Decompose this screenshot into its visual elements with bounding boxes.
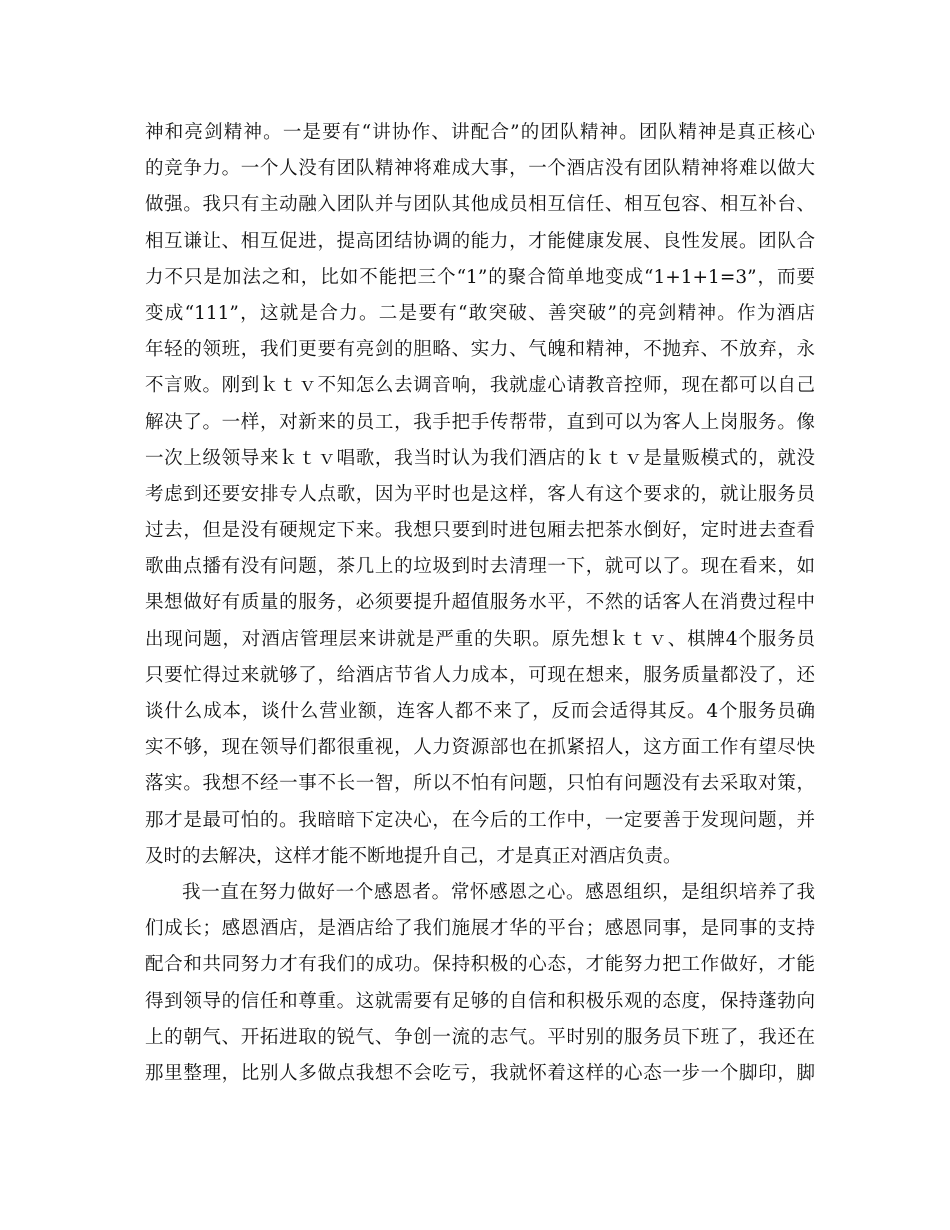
- text-line: 只要忙得过来就够了，给酒店节省人力成本，可现在想来，服务质量都没了，还: [145, 664, 815, 686]
- text-line: 不言败。刚到ｋｔｖ不知怎么去调音响，我就虚心请教音控师，现在都可以自己: [145, 375, 815, 397]
- text-line: 解决了。一样，对新来的员工，我手把手传帮带，直到可以为客人上岗服务。像: [145, 411, 815, 433]
- text-line: 谈什么成本，谈什么营业额，连客人都不来了，反而会适得其反。4个服务员确: [145, 701, 815, 722]
- text-line: 神和亮剑精神。一是要有“讲协作、讲配合”的团队精神。团队精神是真正核心: [145, 122, 815, 143]
- text-line: 考虑到还要安排专人点歌，因为平时也是这样，客人有这个要求的，就让服务员: [145, 483, 815, 505]
- text-line: 歌曲点播有没有问题，茶几上的垃圾到时去清理一下，就可以了。现在看来，如: [145, 556, 815, 578]
- text-line: 变成“111”，这就是合力。二是要有“敢突破、善突破”的亮剑精神。作为酒店: [145, 302, 815, 324]
- text-line: 得到领导的信任和尊重。这就需要有足够的自信和积极乐观的态度，保持蓬勃向: [145, 990, 815, 1012]
- text-line: 一次上级领导来ｋｔｖ唱歌，我当时认为我们酒店的ｋｔｖ是量贩模式的，就没: [145, 447, 815, 469]
- text-line: 我一直在努力做好一个感恩者。常怀感恩之心。感恩组织，是组织培养了我: [182, 881, 815, 903]
- text-line: 做强。我只有主动融入团队并与团队其他成员相互信任、相互包容、相互补台、: [145, 194, 815, 216]
- text-line: 力不只是加法之和，比如不能把三个“1”的聚合简单地变成“1+1+1=3”，而要: [145, 266, 815, 288]
- text-line: 出现问题，对酒店管理层来讲就是严重的失职。原先想ｋｔｖ、棋牌4个服务员: [145, 628, 815, 650]
- text-line: 实不够，现在领导们都很重视，人力资源部也在抓紧招人，这方面工作有望尽快: [145, 737, 815, 759]
- text-line: 的竞争力。一个人没有团队精神将难成大事，一个酒店没有团队精神将难以做大: [145, 158, 815, 180]
- text-line: 们成长；感恩酒店，是酒店给了我们施展才华的平台；感恩同事，是同事的支持: [145, 918, 815, 940]
- paragraph: [145, 115, 815, 875]
- text-line: 相互谦让、相互促进，提高团结协调的能力，才能健康发展、良性发展。团队合: [145, 230, 815, 252]
- text-line: 及时的去解决，这样才能不断地提升自己，才是真正对酒店负责。: [145, 845, 682, 867]
- text-line: 过去，但是没有硬规定下来。我想只要到时进包厢去把茶水倒好，定时进去查看: [145, 520, 815, 542]
- paragraph: [145, 875, 815, 1092]
- text-line: 那里整理，比别人多做点我想不会吃亏，我就怀着这样的心态一步一个脚印，脚: [145, 1062, 815, 1084]
- text-line: 那才是最可怕的。我暗暗下定决心，在今后的工作中，一定要善于发现问题，并: [145, 809, 815, 831]
- body-text: [145, 115, 815, 1092]
- text-line: 年轻的领班，我们更要有亮剑的胆略、实力、气魄和精神，不抛弃、不放弃，永: [145, 339, 815, 361]
- text-line: 果想做好有质量的服务，必须要提升超值服务水平，不然的话客人在消费过程中: [145, 592, 815, 614]
- text-line: 上的朝气、开拓进取的锐气、争创一流的志气。平时别的服务员下班了，我还在: [145, 1026, 815, 1048]
- text-line: 落实。我想不经一事不长一智，所以不怕有问题，只怕有问题没有去采取对策，: [145, 773, 815, 795]
- text-line: 配合和共同努力才有我们的成功。保持积极的心态，才能努力把工作做好，才能: [145, 954, 815, 976]
